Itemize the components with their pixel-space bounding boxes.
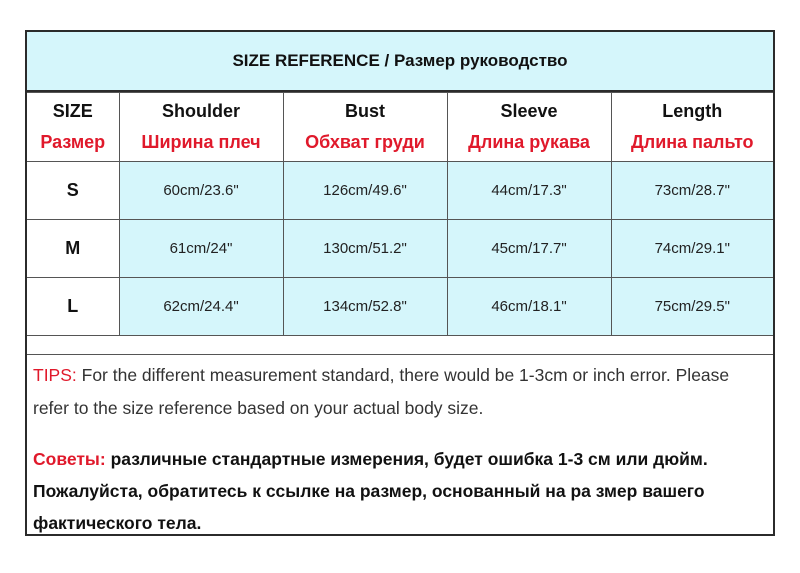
tips-label-russian: Советы: [33,449,106,469]
notes-section [27,354,773,534]
header-length-ru: Длина пальто [611,128,773,162]
tips-text-english: For the different measurement standard, there would be 1-3cm or inch error. Please refer to the size reference based on your actual body size. [33,365,730,418]
tips-english [33,355,767,425]
bust-value: 134cm/52.8" [283,278,447,336]
shoulder-value: 60cm/23.6" [119,162,283,220]
size-table [27,92,773,336]
header-length: Length [611,93,773,129]
header-shoulder: Shoulder [119,93,283,129]
shoulder-value: 61cm/24" [119,220,283,278]
header-size: SIZE [27,93,119,129]
header-shoulder-ru: Ширина плеч [119,128,283,162]
sleeve-value: 44cm/17.3" [447,162,611,220]
header-sleeve-ru: Длина рукава [447,128,611,162]
length-value: 73cm/28.7" [611,162,773,220]
header-row-russian [27,128,773,162]
sleeve-value: 46cm/18.1" [447,278,611,336]
header-sleeve: Sleeve [447,93,611,129]
header-row-english [27,93,773,129]
table-row [27,220,773,278]
shoulder-value: 62cm/24.4" [119,278,283,336]
tips-label-english: TIPS: [33,365,77,385]
table-row [27,162,773,220]
bust-value: 130cm/51.2" [283,220,447,278]
bust-value: 126cm/49.6" [283,162,447,220]
header-size-ru: Размер [27,128,119,162]
sleeve-value: 45cm/17.7" [447,220,611,278]
header-bust-ru: Обхват груди [283,128,447,162]
table-row [27,278,773,336]
tips-text-russian: различные стандартные измерения, будет ошибка 1-3 см или дюйм. Пожалуйста, обратитесь к ссылке на размер, основанный на ра змер вашего фактического тела. [33,449,708,533]
size-label: S [27,162,119,220]
header-bust: Bust [283,93,447,129]
size-label: M [27,220,119,278]
tips-russian [33,443,767,539]
size-label: L [27,278,119,336]
length-value: 75cm/29.5" [611,278,773,336]
length-value: 74cm/29.1" [611,220,773,278]
size-chart [25,30,775,536]
chart-title: SIZE REFERENCE / Размер руководство [27,32,773,92]
